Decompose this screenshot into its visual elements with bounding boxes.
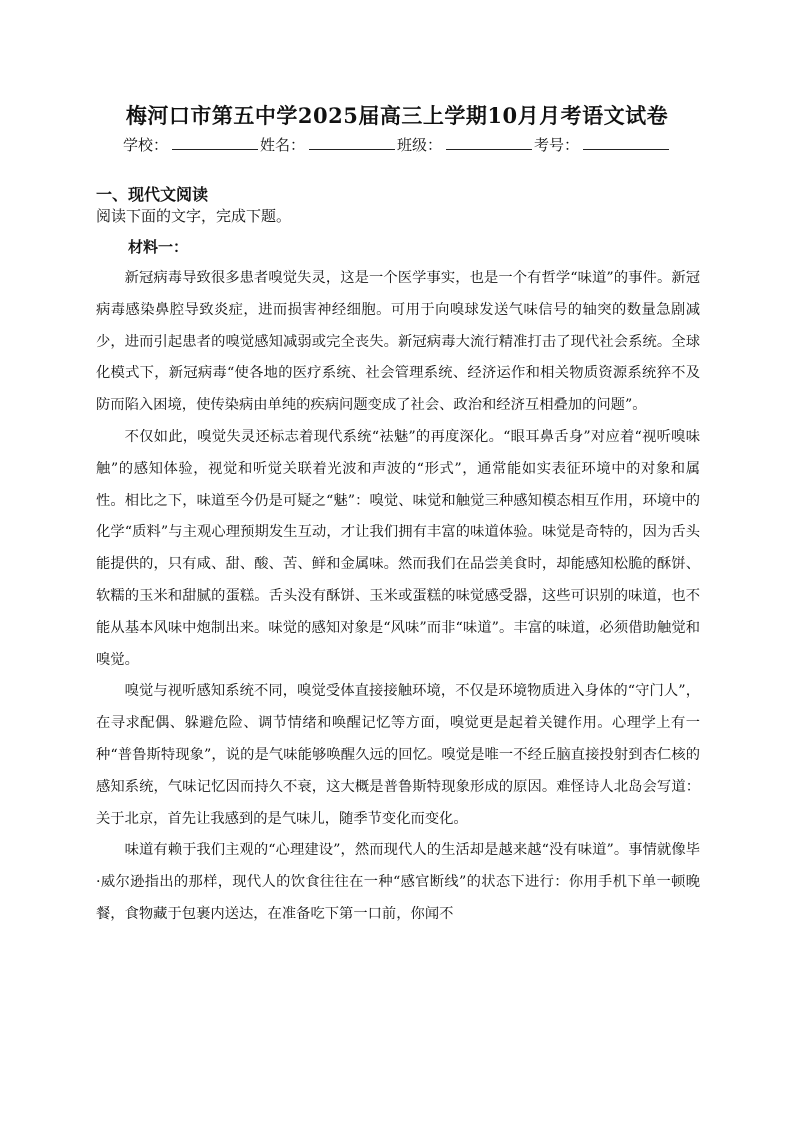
exam-no-blank (583, 135, 669, 150)
school-label: 学校： (122, 136, 168, 154)
page-title: 梅河口市第五中学2025届高三上学期10月月考语文试卷 (125, 103, 669, 128)
class-blank (446, 135, 532, 150)
paragraph: 味道有赖于我们主观的“心理建设”，然而现代人的生活却是越来越“没有味道”。事情就像毕·威尔逊指出的那样，现代人的饮食往往在一种“感官断线”的状态下进行：你用手机下单一顿晚餐，食物藏于包裹内送达，在准备吃下第一口前，你闻不 (96, 842, 700, 922)
section-heading: 一、现代文阅读 (96, 185, 209, 204)
class-label: 班级： (397, 136, 443, 154)
paragraph: 不仅如此，嗅觉失灵还标志着现代系统“祛魅”的再度深化。“眼耳鼻舌身”对应着“视听嗅味触”的感知体验，视觉和听觉关联着光波和声波的“形式”，通常能如实表征环境中的对象和属性。相比之下，味道至今仍是可疑之“魅”：嗅觉、味觉和触觉三种感知模态相互作用，环境中的化学“质料”与主观心理预期发生互动，才让我们拥有丰富的味道体验。味觉是奇特的，因为舌头能提供的，只有咸、甜、酸、苦、鲜和金属味。然而我们在品尝美食时，却能感知松脆的酥饼、软糯的玉米和甜腻的蛋糕。舌头没有酥饼、玉米或蛋糕的味觉感受器，这些可识别的味道，也不能从基本风味中炮制出来。味觉的感知对象是“风味”而非“味道”。丰富的味道，必须借助触觉和嗅觉。 (96, 428, 700, 668)
name-blank (309, 135, 395, 150)
paragraph: 嗅觉与视听感知系统不同，嗅觉受体直接接触环境，不仅是环境物质进入身体的“守门人”，在寻求配偶、躲避危险、调节情绪和唤醒记忆等方面，嗅觉更是起着关键作用。心理学上有一种“普鲁斯特现象”，说的是气味能够唤醒久远的回忆。嗅觉是唯一不经丘脑直接投射到杏仁核的感知系统，气味记忆因而持久不衰，这大概是普鲁斯特现象形成的原因。难怪诗人北岛会写道：关于北京，首先让我感到的是气味儿，随季节变化而变化。 (96, 683, 700, 827)
name-label: 姓名： (259, 136, 305, 154)
exam-no-label: 考号： (534, 136, 580, 154)
passage-body (96, 263, 700, 931)
material-label: 材料一： (128, 238, 189, 256)
instruction-text: 阅读下面的文字，完成下题。 (96, 207, 292, 225)
student-info-row (0, 134, 794, 155)
school-blank (172, 135, 258, 150)
paragraph: 新冠病毒导致很多患者嗅觉失灵，这是一个医学事实，也是一个有哲学“味道”的事件。新冠病毒感染鼻腔导致炎症，进而损害神经细胞。可用于向嗅球发送气味信号的轴突的数量急剧减少，进而引起患者的嗅觉感知减弱或完全丧失。新冠病毒大流行精准打击了现代社会系统。全球化模式下，新冠病毒“使各地的医疗系统、社会管理系统、经济运作和相关物质资源系统猝不及防而陷入困境，使传染病由单纯的疾病问题变成了社会、政治和经济互相叠加的问题”。 (96, 270, 700, 414)
